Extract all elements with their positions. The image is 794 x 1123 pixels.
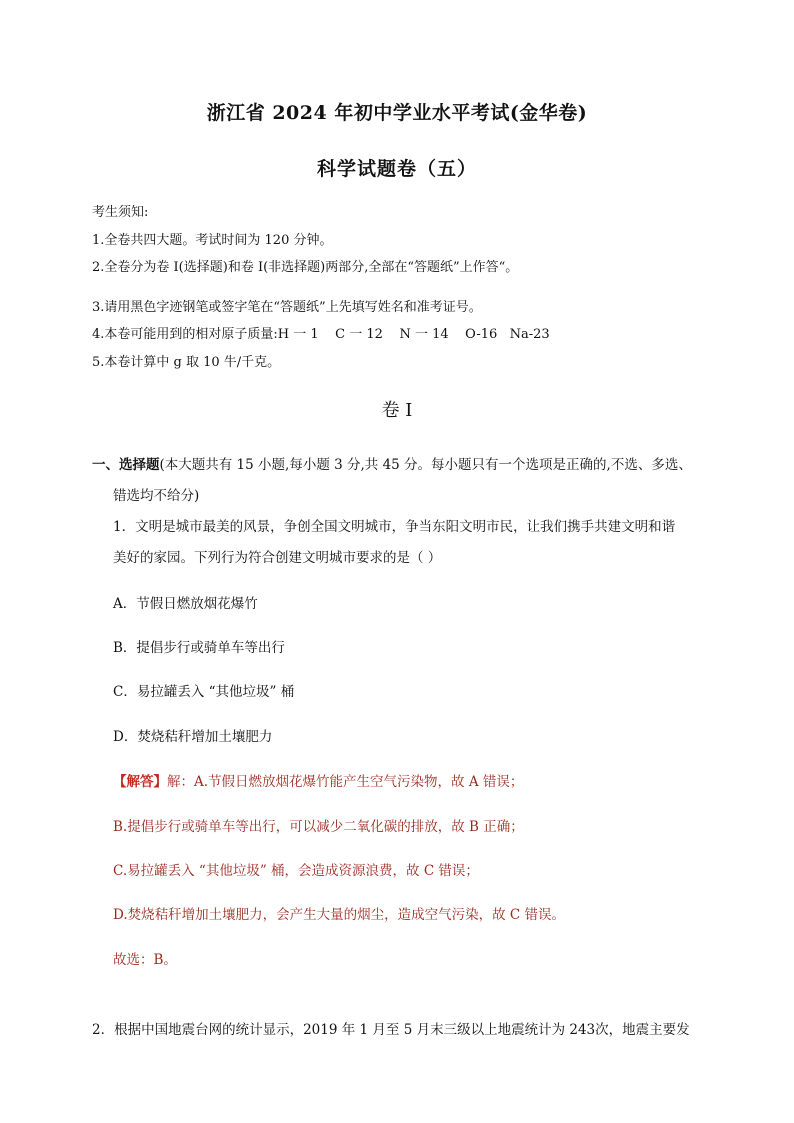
- question-1-answer-line-3: C.易拉罐丢入 “其他垃圾” 桶，会造成资源浪费，故 C 错误；: [113, 863, 479, 879]
- question-1-choice: 故选：B。: [113, 952, 177, 968]
- question-1-answer-line-1: [113, 773, 523, 791]
- notice-heading: 考生须知:: [92, 205, 149, 220]
- notice-item-4: 4.本卷可能用到的相对原子质量:H 一 1 C 一 12 N 一 14 O-16 Na-23: [92, 327, 550, 342]
- notice-item-1: 1.全卷共四大题。考试时间为 120 分钟。: [92, 233, 333, 248]
- notice-item-5: 5.本卷计算中 g 取 10 牛/千克。: [92, 355, 281, 370]
- question-1-option-c: C．易拉罐丢入 “其他垃圾” 桶: [113, 684, 295, 700]
- notice-item-3: 3.请用黑色字迹钢笔或签字笔在“答题纸”上先填写姓名和准考证号。: [92, 300, 482, 315]
- question-1-option-b: B．提倡步行或骑单车等出行: [113, 640, 285, 656]
- question-1-answer-line-2: B.提倡步行或骑单车等出行，可以减少二氧化碳的排放，故 B 正确；: [113, 819, 524, 835]
- part-one-heading-rest: (本大题共有 15 小题,每小题 3 分,共 45 分。每小题只有一个选项是正确的,不选、多选、: [159, 457, 692, 473]
- part-one-heading-bold: 一、选择题: [92, 457, 160, 473]
- answer-text-1: 解：A.节假日燃放烟花爆竹能产生空气污染物，故 A 错误；: [167, 774, 524, 790]
- question-2-stem-1: 2．根据中国地震台网的统计显示，2019 年 1 月至 5 月末三级以上地震统计为 243次，地震主要发: [92, 1022, 690, 1038]
- question-1-option-d: D．焚烧秸秆增加土壤肥力: [113, 729, 273, 745]
- question-1-stem-2: 美好的家园。下列行为符合创建文明城市要求的是（ ）: [113, 550, 442, 566]
- page-subtitle: 科学试题卷（五）: [316, 158, 477, 180]
- part-one-heading: [92, 456, 692, 474]
- answer-tag: 【解答】: [113, 774, 167, 790]
- question-1-option-a: A．节假日燃放烟花爆竹: [113, 596, 258, 612]
- part-one-heading-cont: 错选均不给分): [113, 488, 200, 504]
- question-1-answer-line-4: D.焚烧秸秆增加土壤肥力，会产生大量的烟尘，造成空气污染，故 C 错误。: [113, 907, 566, 923]
- page-title: 浙江省 2024 年初中学业水平考试(金华卷): [206, 102, 588, 124]
- notice-item-2: 2.全卷分为卷 I(选择题)和卷 I(非选择题)两部分,全部在“答题纸”上作答“。: [92, 260, 519, 275]
- question-1-stem-1: 1．文明是城市最美的风景，争创全国文明城市，争当东阳文明市民，让我们携手共建文明和谐: [113, 519, 676, 535]
- section-label: 卷 I: [381, 400, 413, 421]
